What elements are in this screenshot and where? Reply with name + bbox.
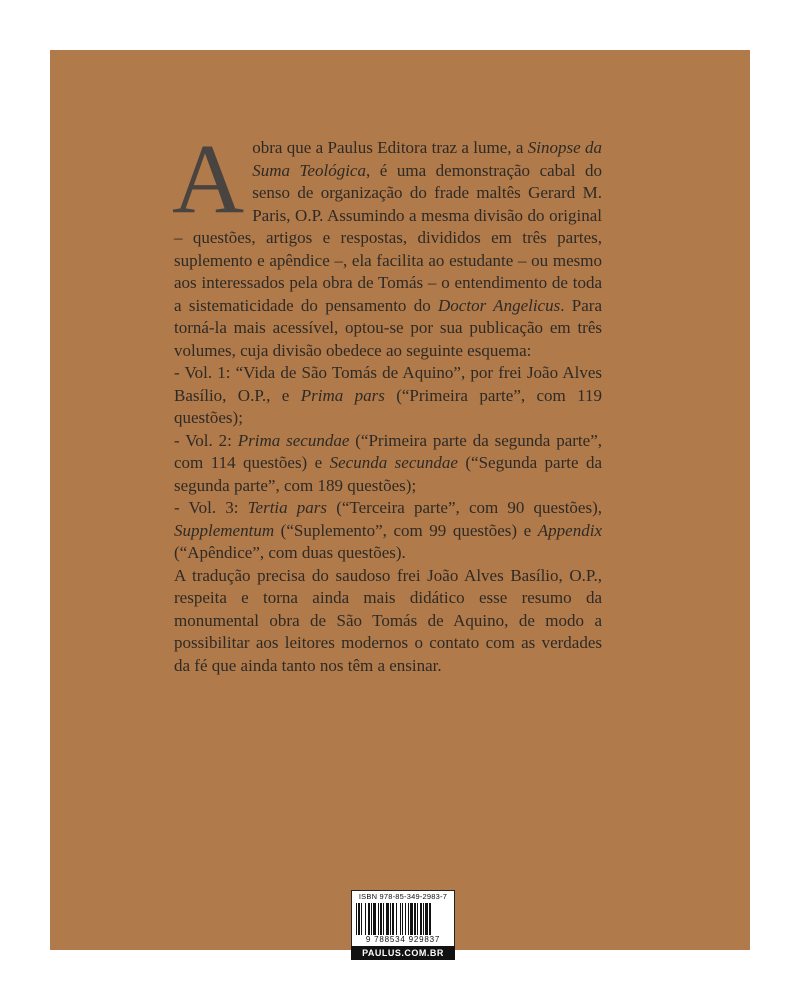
italic-text: Doctor Angelicus: [438, 295, 561, 315]
italic-text: Appendix: [537, 520, 602, 540]
paragraph: [174, 362, 602, 430]
publisher-website: PAULUS.COM.BR: [351, 946, 455, 960]
italic-text: Prima pars: [300, 385, 385, 405]
italic-text: Prima secundae: [237, 430, 350, 450]
text-run: , é uma demonstração cabal do senso de organização do frade maltês Gerard M. Paris, O.P. Assumindo a mesma divisão do original – questões, artigos e respostas, divididos em três partes, suplemento e apêndice –, ela facilita ao estudante – ou mesmo aos interessados pela obra de Tomás – o entendimento de toda a sistematicidade do pensamento do: [174, 160, 602, 315]
text-run: . Para torná-la mais acessível, optou-se por sua publicação em três volumes, cuja divisão obedece ao seguinte esquema:: [174, 295, 602, 360]
text-run: obra que a Paulus Editora traz a lume, a: [252, 138, 528, 157]
text-run: - Vol. 2:: [174, 430, 238, 450]
text-run: (“Suplemento”, com 99 questões) e: [274, 520, 538, 540]
italic-text: Tertia pars: [247, 498, 328, 517]
isbn-number: ISBN 978-85-349-2983-7: [358, 892, 448, 901]
text-run: (“Primeira parte”, com 119 questões);: [174, 385, 603, 427]
paragraph: [174, 497, 602, 565]
text-run: (“Apêndice”, com duas questões).: [174, 543, 406, 562]
italic-text: Sinopse da Suma Teológica: [252, 138, 602, 180]
paragraph: [174, 565, 602, 678]
paragraph: [174, 430, 602, 498]
synopsis-text: [172, 123, 603, 677]
barcode-label: [351, 890, 455, 960]
barcode-digits: 9 788534 929837: [365, 935, 441, 944]
drop-cap: A: [172, 123, 245, 234]
text-run: (“Terceira parte”, com 90 questões),: [327, 498, 602, 517]
barcode-icon: [356, 903, 450, 935]
back-cover: [50, 50, 750, 958]
text-run: - Vol. 1: “Vida de São Tomás de Aquino”, por frei João Alves Basílio, O.P., e: [174, 363, 602, 405]
text-run: - Vol. 3:: [174, 498, 248, 517]
text-run: A tradução precisa do saudoso frei João Alves Basílio, O.P., respeita e torna ainda mais didático esse resumo da monumental obra de São Tomás de Aquino, de modo a possibilitar aos leitores modernos o contato com as verdades da fé que ainda tanto nos têm a ensinar.: [174, 565, 602, 675]
italic-text: Secunda secundae: [329, 453, 458, 472]
italic-text: Supplementum: [174, 520, 275, 540]
text-run: (“Segunda parte da segunda parte”, com 189 questões);: [174, 453, 603, 495]
text-run: (“Primeira parte da segunda parte”, com 114 questões) e: [174, 430, 602, 472]
